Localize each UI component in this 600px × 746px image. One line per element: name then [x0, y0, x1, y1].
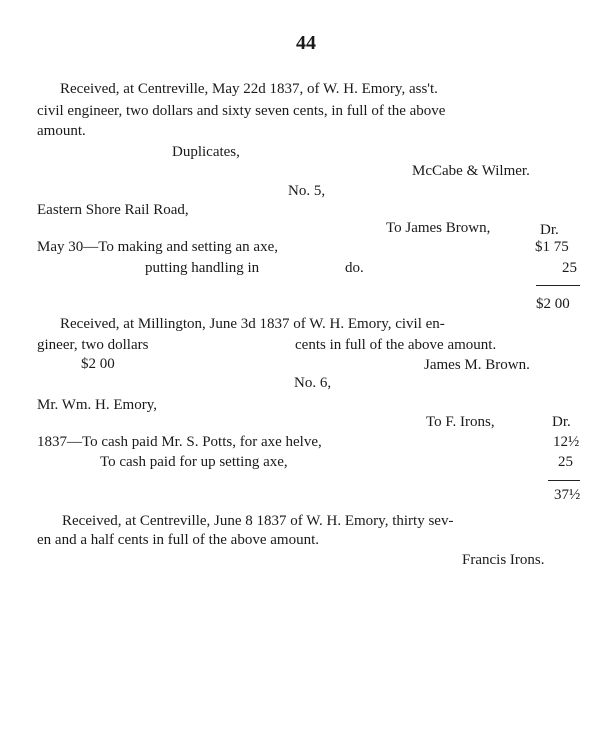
receipt3-line1: Received, at Centreville, June 8 1837 of W. H. Emory, thirty sev-	[62, 513, 454, 529]
receipt2-line1: Received, at Millington, June 3d 1837 of W. H. Emory, civil en-	[60, 316, 445, 332]
receipt1-line2: civil engineer, two dollars and sixty seven cents, in full of the above	[37, 103, 446, 119]
receipt2-signature: James M. Brown.	[424, 357, 530, 373]
account5-row2-desc: putting handling in	[145, 260, 260, 276]
account6-total: 37½	[554, 487, 581, 503]
account6-total-rule	[548, 480, 580, 481]
receipt3-line2: en and a half cents in full of the above amount.	[37, 532, 319, 548]
receipt2-amount: $2 00	[81, 356, 115, 372]
account5-total: $2 00	[536, 296, 570, 312]
receipt1-duplicates: Duplicates,	[172, 144, 240, 160]
account6-heading: No. 6,	[294, 375, 332, 391]
account6-row1-desc: 1837—To cash paid Mr. S. Potts, for axe helve,	[37, 434, 322, 450]
account5-row2-ditto: do.	[345, 260, 364, 276]
receipt3-signature: Francis Irons.	[462, 552, 545, 568]
receipt1-line3: amount.	[37, 123, 86, 139]
account5-total-rule	[536, 285, 580, 286]
account6-row2-amount: 25	[558, 454, 573, 470]
receipt1-line1: Received, at Centreville, May 22d 1837, of W. H. Emory, ass't.	[60, 81, 438, 97]
account6-payer: Mr. Wm. H. Emory,	[37, 397, 157, 413]
account6-dr: Dr.	[552, 414, 571, 430]
account5-row2-amount: 25	[562, 260, 577, 276]
account5-payer: Eastern Shore Rail Road,	[37, 202, 189, 218]
account5-to-party: To James Brown,	[386, 220, 491, 236]
account5-row1-amount: $1 75	[535, 239, 569, 255]
account6-to-party: To F. Irons,	[426, 414, 495, 430]
account6-row2-desc: To cash paid for up setting axe,	[100, 454, 288, 470]
receipt2-line2b: cents in full of the above amount.	[295, 337, 497, 353]
page-number: 44	[296, 32, 316, 54]
receipt1-signature: McCabe & Wilmer.	[412, 163, 530, 179]
account5-heading: No. 5,	[288, 183, 326, 199]
receipt2-line2a: gineer, two dollars	[37, 337, 149, 353]
account5-row1-desc: May 30—To making and setting an axe,	[37, 239, 278, 255]
account5-dr: Dr.	[540, 222, 559, 238]
account6-row1-amount: 12½	[553, 434, 580, 450]
